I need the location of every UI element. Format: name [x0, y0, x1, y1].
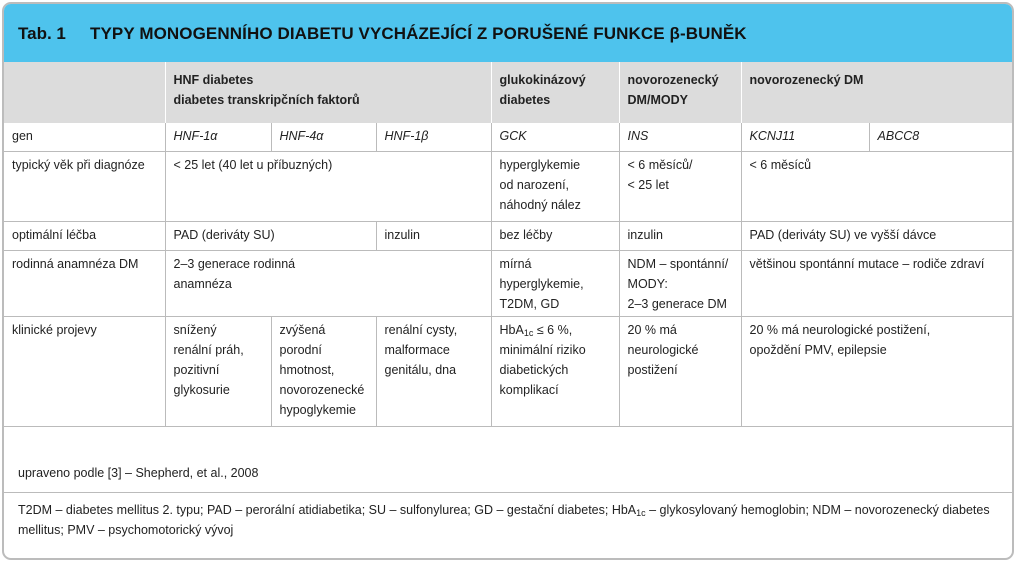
cell-kcnj11-gene: KCNJ11	[741, 123, 869, 151]
cell-hnf4a-projevy	[271, 316, 376, 426]
text-line: genitálu, dna	[384, 362, 457, 377]
header-gck	[491, 62, 619, 123]
text-line: 2–3 generace DM	[627, 296, 727, 311]
hba1c-line	[500, 320, 613, 340]
table-title: TYPY MONOGENNÍHO DIABETU VYCHÁZEJÍCÍ Z PORUŠENÉ FUNKCE β-BUNĚK	[90, 24, 747, 43]
table-row-vek	[4, 151, 1012, 221]
header-gck-line2: diabetes	[499, 93, 551, 107]
cell-ins-anamneza	[619, 250, 741, 316]
header-hnf	[165, 62, 491, 123]
source-note: upraveno podle [3] – Shepherd, et al., 2008	[18, 466, 259, 480]
cell-abcc8-gene: ABCC8	[869, 123, 1012, 151]
row-label-anamneza: rodinná anamnéza DM	[4, 250, 165, 316]
cell-hnf-lecba-b: inzulin	[376, 221, 491, 250]
text-line: zvýšená	[279, 322, 326, 337]
text-line: hyperglykemie	[499, 157, 581, 172]
text-part: ≤ 6 %,	[533, 322, 573, 337]
cell-ins-projevy	[619, 316, 741, 426]
text-part: – glykosylovaný hemoglobin; NDM – novorozenecký diabetes mellitus; PMV – psychomotorický vývoj	[18, 503, 990, 537]
header-ins	[619, 62, 741, 123]
text-line: T2DM, GD	[499, 296, 560, 311]
table-row-lecba	[4, 221, 1012, 250]
data-table	[4, 62, 1012, 427]
table-row-projevy	[4, 316, 1012, 426]
text-line: anamnéza	[173, 276, 232, 291]
table-row-anamneza	[4, 250, 1012, 316]
text-line: náhodný nález	[499, 197, 581, 212]
header-gck-line1: glukokinázový	[499, 73, 586, 87]
cell-hnf1b-gene: HNF-1β	[376, 123, 491, 151]
table-row-gen	[4, 123, 1012, 151]
text-line: 2–3 generace rodinná	[173, 256, 296, 271]
table-header-row	[4, 62, 1012, 123]
footer-divider	[4, 492, 1012, 493]
cell-gck-lecba: bez léčby	[491, 221, 619, 250]
cell-hnf-vek: < 25 let (40 let u příbuzných)	[165, 151, 491, 221]
text-line: malformace	[384, 342, 450, 357]
header-hnf-line2: diabetes transkripčních faktorů	[173, 93, 360, 107]
text-line: renální cysty,	[384, 322, 458, 337]
cell-ins-vek	[619, 151, 741, 221]
header-ins-line1: novorozenecký	[627, 73, 719, 87]
text-line: snížený	[173, 322, 217, 337]
text-line: mírná	[499, 256, 532, 271]
cell-hnf1a-gene: HNF-1α	[165, 123, 271, 151]
cell-gck-projevy	[491, 316, 619, 426]
text-line: postižení	[627, 362, 678, 377]
text-line: < 25 let	[627, 177, 669, 192]
text-line: < 6 měsíců/	[627, 157, 693, 172]
text-line: hmotnost,	[279, 362, 335, 377]
text-line: komplikací	[499, 382, 559, 397]
header-hnf-line1: HNF diabetes	[173, 73, 254, 87]
text-line: hypoglykemie	[279, 402, 356, 417]
text-line: porodní	[279, 342, 322, 357]
cell-ndm-vek: < 6 měsíců	[741, 151, 1012, 221]
text-line: 20 % má	[627, 322, 677, 337]
text-line: opoždění PMV, epilepsie	[749, 342, 887, 357]
row-label-gen: gen	[4, 123, 165, 151]
text-part: HbA	[499, 322, 524, 337]
text-line: glykosurie	[173, 382, 230, 397]
text-line: minimální riziko	[499, 342, 586, 357]
abbreviations-note	[18, 500, 998, 540]
text-line: neurologické	[627, 342, 699, 357]
table-frame	[2, 2, 1014, 560]
text-line: diabetických	[499, 362, 569, 377]
table-number: Tab. 1	[18, 24, 66, 43]
cell-hnf4a-gene: HNF-4α	[271, 123, 376, 151]
header-empty	[4, 62, 165, 123]
cell-gck-gene: GCK	[491, 123, 619, 151]
cell-gck-vek	[491, 151, 619, 221]
text-line: novorozenecké	[279, 382, 365, 397]
header-ndm: novorozenecký DM	[741, 62, 1012, 123]
text-line: od narození,	[499, 177, 570, 192]
row-label-projevy: klinické projevy	[4, 316, 165, 426]
cell-ins-gene: INS	[619, 123, 741, 151]
header-ins-line2: DM/MODY	[627, 93, 688, 107]
text-line: MODY:	[627, 276, 668, 291]
text-line: NDM – spontánní/	[627, 256, 729, 271]
cell-gck-anamneza	[491, 250, 619, 316]
cell-hnf1a-projevy	[165, 316, 271, 426]
text-part: T2DM – diabetes mellitus 2. typu; PAD – perorální atidiabetika; SU – sulfonylurea; GD – gestační diabetes; HbA	[18, 503, 637, 517]
cell-ndm-lecba: PAD (deriváty SU) ve vyšší dávce	[741, 221, 1012, 250]
text-line: 20 % má neurologické postižení,	[749, 322, 931, 337]
cell-hnf-anamneza	[165, 250, 491, 316]
cell-ins-lecba: inzulin	[619, 221, 741, 250]
cell-hnf-lecba-a: PAD (deriváty SU)	[165, 221, 376, 250]
title-bar	[4, 4, 1012, 63]
cell-ndm-projevy	[741, 316, 1012, 426]
cell-hnf1b-projevy	[376, 316, 491, 426]
subscript: 1c	[523, 327, 534, 338]
subscript: 1c	[636, 508, 646, 518]
row-label-lecba: optimální léčba	[4, 221, 165, 250]
row-label-vek: typický věk při diagnóze	[4, 151, 165, 221]
text-line: hyperglykemie,	[499, 276, 584, 291]
text-line: renální práh,	[173, 342, 244, 357]
cell-ndm-anamneza: většinou spontánní mutace – rodiče zdraví	[741, 250, 1012, 316]
text-line: pozitivní	[173, 362, 220, 377]
